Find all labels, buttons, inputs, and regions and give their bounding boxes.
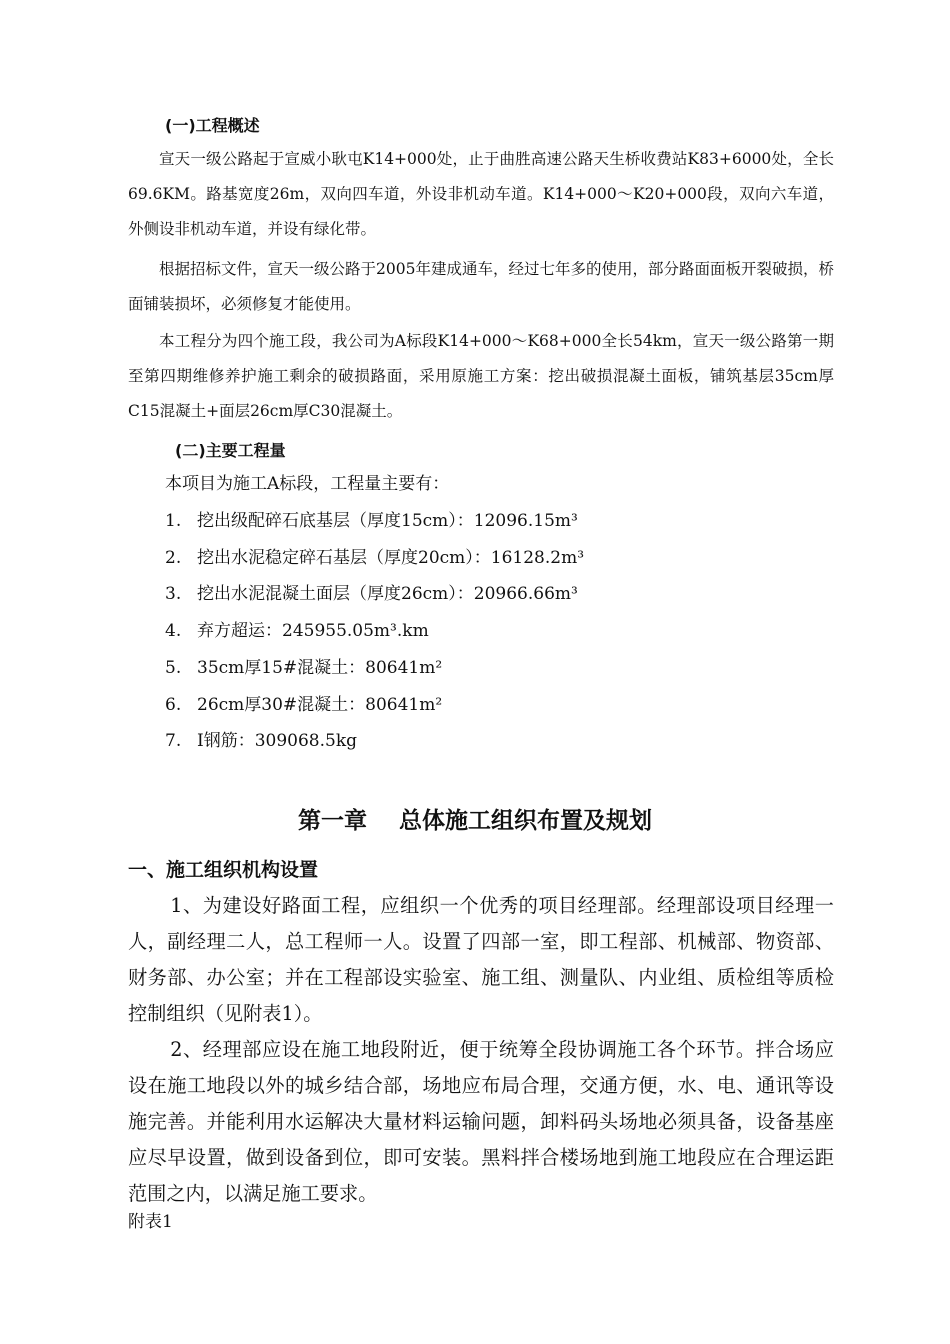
list-item: 1. 挖出级配碎石底基层（厚度15cm）：12096.15m³ — [165, 511, 578, 531]
list-item: 5. 35cm厚15#混凝土：80641m² — [165, 657, 443, 678]
list-item: 4. 弃方超运：245955.05m³.km — [165, 621, 429, 642]
quantities-list — [165, 503, 584, 760]
chapter-title: 第一章 总体施工组织布置及规划 — [297, 808, 653, 834]
section-paragraph-1: 1、为建设好路面工程，应组织一个优秀的项目经理部。经理部设项目经理一人，副经理二人，总工程师一人。设置了四部一室，即工程部、机械部、物资部、财务部、办公室；并在工程部设实验室、施工组、测量队、内业组、质检组等质检控制组织（见附表1）。 — [128, 894, 834, 1025]
quantities-intro: 本项目为施工A标段，工程量主要有： — [165, 474, 450, 494]
list-item: 3. 挖出水泥混凝土面层（厚度26cm）：20966.66m³ — [165, 584, 578, 605]
appendix-label: 附表1 — [128, 1212, 173, 1232]
list-item: 7. Ⅰ钢筋：309068.5kg — [165, 731, 358, 752]
overview-paragraph-3: 本工程分为四个施工段，我公司为A标段K14+000～K68+000全长54km，宣天一级公路第一期至第四期维修养护施工剩余的破损路面，采用原施工方案：挖出破损混凝土面板，铺筑基层35cm厚C15混凝土+面层26cm厚C30混凝土。 — [128, 332, 834, 420]
overview-paragraph-2: 根据招标文件，宣天一级公路于2005年建成通车，经过七年多的使用，部分路面面板开裂破损，桥面铺装损坏，必须修复才能使用。 — [128, 260, 834, 313]
quantities-heading: (二)主要工程量 — [175, 441, 286, 460]
list-item: 6. 26cm厚30#混凝土：80641m² — [165, 694, 443, 715]
section-paragraph-2: 2、经理部应设在施工地段附近，便于统筹全段协调施工各个环节。拌合场应设在施工地段以外的城乡结合部，场地应布局合理，交通方便，水、电、通讯等设施完善。并能利用水运解决大量材料运输问题，卸料码头场地必须具备，设备基座应尽早设置，做到设备到位，即可安装。黑料拌合楼场地到施工地段应在合理运距范围之内，以满足施工要求。 — [128, 1038, 834, 1205]
list-item: 2. 挖出水泥稳定碎石基层（厚度20cm）：16128.2m³ — [165, 547, 585, 568]
overview-paragraph-1: 宣天一级公路起于宣威小耿屯K14+000处，止于曲胜高速公路天生桥收费站K83+6000处，全长69.6KM。路基宽度26m，双向四车道，外设非机动车道。K14+000～K20+000段，双向六车道，外侧设非机动车道，并设有绿化带。 — [128, 150, 834, 238]
section-heading: 一、施工组织机构设置 — [128, 859, 319, 881]
overview-heading: (一)工程概述 — [165, 116, 260, 135]
